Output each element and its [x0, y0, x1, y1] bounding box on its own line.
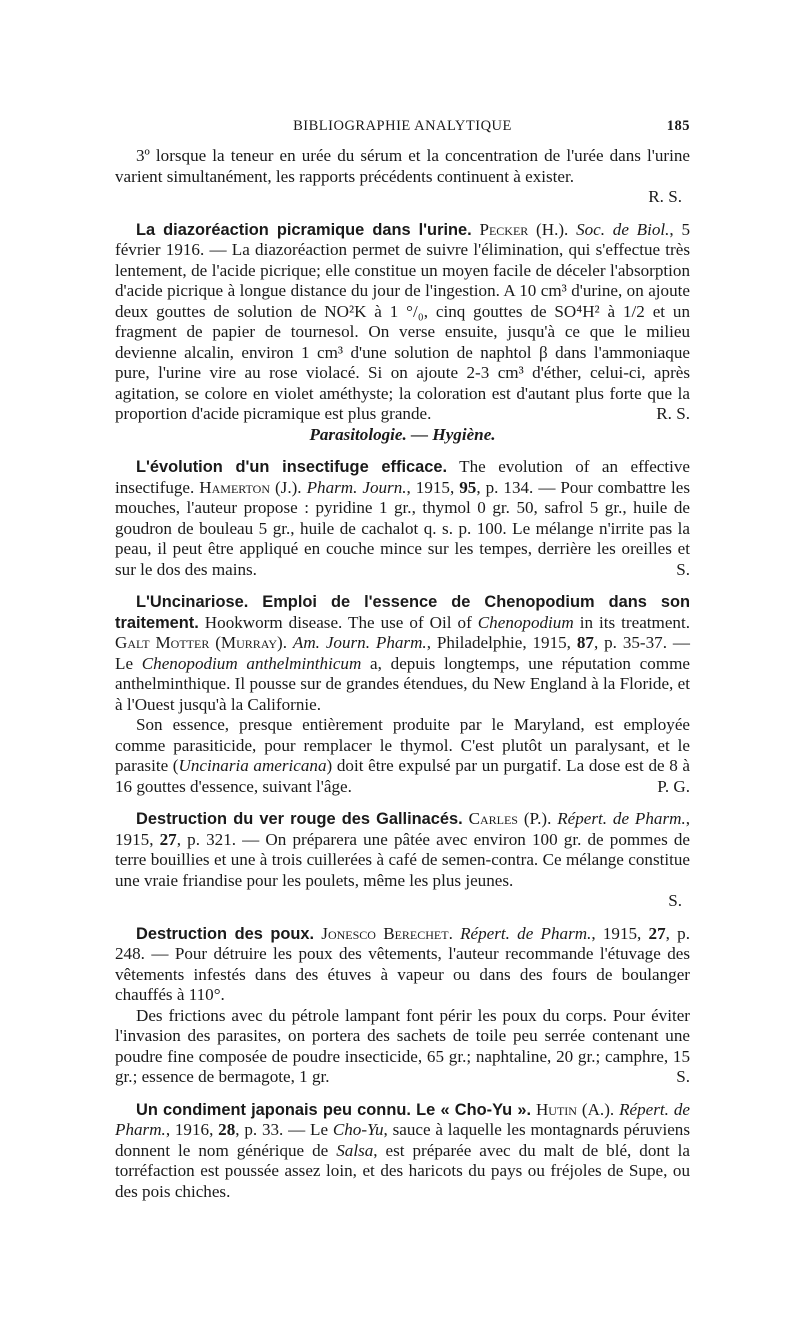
volume: 95 [459, 477, 477, 497]
english-title: in its treatment. [573, 612, 691, 632]
entry-title: Destruction du ver rouge des Gallinacés. [136, 810, 463, 828]
volume: 28 [218, 1120, 236, 1139]
author: Pecker (H.). [479, 219, 569, 239]
entry-cho-yu [115, 1100, 690, 1203]
author: Jonesco Berechet. [321, 923, 453, 943]
entry-poux [115, 924, 690, 1088]
author: Hutin (A.). [535, 1099, 615, 1119]
source: Répert. de Pharm. [557, 809, 686, 828]
signature: S. [676, 559, 690, 579]
entry-title: L'Uncinariose. Emploi de l'essence de Chenopodium dans son traitement. [115, 593, 690, 632]
paragraph [115, 809, 690, 891]
source: Soc. de Biol. [576, 219, 670, 239]
english-title-italic: Chenopodium [477, 612, 574, 632]
entry-text: , p. 248. — Pour détruire les poux des vêtements, l'auteur recommande l'étuvage des vêtements infestés dans des étuves à vapeur ou dans des fours de boulanger chauffés à 110°. [115, 923, 690, 1004]
entry-text: Des frictions avec du pétrole lampant font périr les poux du corps. Pour éviter l'invasion des parasites, on portera des sachets de toile peu serrée contenant une poudre fine composée de poudre insecticide, 65 gr.; naphtaline, 20 gr.; camphre, 15 gr.; essence de bermagote, 1 gr. [115, 1005, 690, 1086]
section-heading: Parasitologie. — Hygiène. [309, 424, 496, 444]
entry-ver-rouge [115, 809, 690, 912]
source: Répert. de Pharm. [460, 923, 592, 943]
signature: S. [668, 891, 682, 910]
signature: R. S. [648, 187, 682, 206]
paragraph [115, 592, 690, 715]
english-title: Hookworm disease. The use of Oil of [198, 612, 478, 632]
paragraph [115, 146, 690, 187]
entry-text: ) doit être expulsé par un purgatif. La dose est de 8 à 16 gouttes d'essence, suivant l'âge. [115, 756, 691, 796]
signature: P. G. [657, 776, 690, 796]
entry-title: Destruction des poux. [136, 924, 315, 943]
entry-text: , est préparée avec du malt de blé, dont la torréfaction est poussée assez loin, et des haricots du pays ou fréjoles de Supe, ou des pois chiches. [115, 1140, 690, 1201]
paragraph [115, 924, 690, 1006]
entry-title: L'évolution d'un insectifuge efficace. [136, 458, 448, 476]
author: Hamerton (J.). [199, 477, 302, 497]
entry-text: , 5 février 1916. — La diazoréaction permet de suivre l'élimination, qui s'effectue très lentement, de l'acide picrique; elle constitue un moyen facile de déceler l'absorption d'acide picrique à longue distance du jour de l'ingestion. A 10 cm³ d'urine, on ajoute deux gouttes de solution de NO²K à 1 °/₀, cinq gouttes de SO⁴H² à 1/2 et un fragment de papier de tournesol. On verse ensuite, jusqu'à ce que le milieu devienne alcalin, environ 1 cm³ d'une solution de naphtol β dans l'ammoniaque pure, l'urine vire au rose violacé. Si on ajoute 2-3 cm³ d'éther, celui-ci, après agitation, se colore en violet améthyste; la coloration est d'autant plus forte que la proportion d'acide picramique est plus grande. [115, 219, 690, 423]
author: Carles (P.). [468, 809, 552, 828]
english-title: The evolution of an effective insectifuge. [115, 457, 690, 497]
condiment-name: Cho-Yu [332, 1120, 384, 1139]
paragraph [115, 220, 690, 425]
author: Galt Motter (Murray). [115, 633, 287, 652]
paragraph [115, 715, 690, 797]
volume: 87 [576, 633, 594, 652]
volume: 27 [648, 923, 666, 943]
page-body [115, 146, 690, 1202]
year: , 1915, [406, 477, 460, 497]
entry-text: Son essence, presque entièrement produite par le Maryland, est employée comme parasiticide, pour remplacer le thymol. C'est plutôt un paralysant, et le parasite ( [115, 715, 690, 775]
entry-text: , p. 134. — Pour combattre les mouches, l'auteur propose : pyridine 1 gr., thymol 0 gr. 50, safrol 5 gr., huile de goudron de bouleau 5 gr., huile de cachalot q. s. p. 100. Le mélange n'irrite pas la peau, il peut être appliqué en couche mince sur les tempes, derrière les oreilles et sur le dos des mains. [115, 477, 690, 579]
entry-uncinariose [115, 592, 690, 797]
entry-text: 3º lorsque la teneur en urée du sérum et la concentration de l'urée dans l'urine varient simultanément, les rapports précédents continuent à exister. [115, 146, 690, 186]
running-header [115, 118, 690, 135]
entry-text: , sauce à laquelle les montagnards péruviens donnent le nom générique de [115, 1120, 691, 1160]
entry-title: Un condiment japonais peu connu. Le « Cho-Yu ». [136, 1100, 532, 1119]
year: , 1915, [591, 923, 649, 943]
signature: R. S. [656, 404, 690, 423]
paragraph [115, 457, 690, 580]
entry-title: La diazoréaction picramique dans l'urine. [136, 220, 472, 239]
volume: 27 [159, 829, 177, 849]
entry-text: a, depuis longtemps, une réputation comme anthelminthique. Il pousse sur de grandes étendues, du New England à la Floride, et à l'Ouest jusqu'à la Californie. [115, 653, 690, 714]
paragraph [115, 1100, 690, 1203]
running-title: BIBLIOGRAPHIE ANALYTIQUE [293, 118, 512, 134]
entry-text: , p. 321. — On préparera une pâtée avec environ 100 gr. de pommes de terre bouillies et une à trois cuillerées à café de semen-contra. Ce mélange constitue une vraie friandise pour les poulets, même les plus jeunes. [115, 829, 691, 890]
species-name: Chenopodium anthelminthicum [141, 653, 362, 673]
entry-text: , Philadelphie, 1915, [426, 633, 577, 652]
signature: S. [676, 1067, 690, 1086]
page-number: 185 [666, 118, 690, 134]
paragraph [115, 1006, 690, 1088]
species-name: Uncinaria americana [178, 756, 327, 775]
source: Pharm. Journ. [306, 477, 407, 497]
year: , 1915, [115, 809, 690, 849]
source: Am. Journ. Pharm. [292, 633, 427, 652]
year: , 1916, [165, 1120, 219, 1139]
entry-text: , p. 35-37. — Le [115, 633, 690, 673]
condiment-name: Salsa [336, 1140, 374, 1160]
entry-text: , p. 33. — Le [235, 1120, 333, 1139]
source: Répert. de Pharm. [115, 1099, 691, 1139]
entry-insectifuge [115, 457, 690, 580]
entry-diazoreaction [115, 220, 690, 425]
entry-continuation [115, 146, 690, 208]
